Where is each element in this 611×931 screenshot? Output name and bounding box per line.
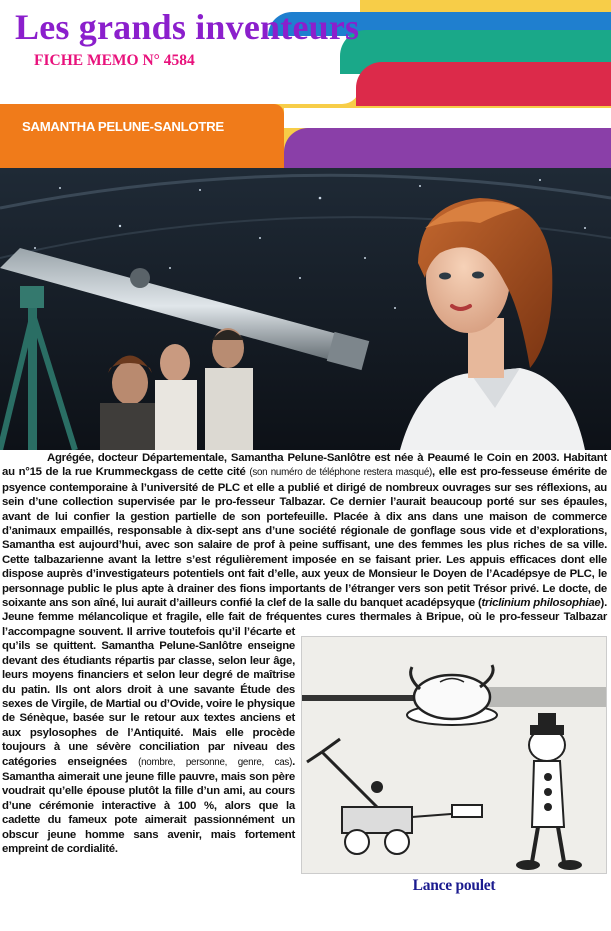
cartoon-figure: [301, 636, 607, 906]
subject-name: SAMANTHA PELUNE-SANLOTRE: [22, 119, 224, 134]
cartoon-image: [301, 636, 607, 874]
banner-stripe-purple: [284, 128, 611, 168]
article-latin-phrase: triclinium philosophiae: [481, 597, 601, 610]
article-text-part-3: ). Jeune femme mélancolique et fragile, elle fait de fréquentes cures thermales à Bripue, où le pro-fesseur Talbazar l’accompagne souvent. Il arrive toutefois qu’il l’écarte et qu’ils se quittent. Samantha Pelune-Sanlôtre enseigne devant des étudiants répartis par classe, selon leur âge, leurs moyens financiers et selon leur degré de maîtrise du patin. Ils ont alors droit à une savante Étude des sexes de Virgile, de Martial ou d’Ovide, voire le physique de Sénèque, basée sur le retour aux textes anciens et aux psylosophes de l’Antiquité. Mais elle procède toujours à une sévère conciliation par niveau des catégories enseignées: [2, 597, 607, 768]
banner-stripe-white: [284, 108, 611, 128]
article-text-part-1: Agrégée, docteur Départementale, Samantha Pelune-Sanlôtre est née à Peaumé le Coin en 2003. Habitant au n°15 de la rue Krummeckgass de cette cité: [2, 452, 607, 479]
hero-photo: [0, 168, 611, 450]
roast-chicken-launcher-cartoon: [302, 637, 607, 874]
header-banner: [0, 0, 611, 168]
article-aside-categories: (nombre, personne, genre, cas): [138, 756, 293, 768]
article-aside-phone: (son numéro de téléphone restera masqué): [249, 467, 433, 479]
article-text-part-4: . Samantha aimerait une jeune fille pauvre, mais son père voudrait qu’elle épouse plutôt la fille d’un ami, au cours d’une cérémonie interactive à 100 %, alors que la cadette du fameux pote aimerait passionnément un obscur jeune homme sans avenir, mais fortement empreint de cordialité.: [2, 755, 296, 855]
banner-stripe-orange: [0, 104, 284, 168]
memo-number: FICHE MEMO N° 4584: [34, 52, 195, 69]
article-text-part-2: , elle est pro-fesseuse émérite de psyence contemporaine à l’université de PLC et elle a publié et dirigé de nombreux ouvrages sur ses réflexions, au sein d’une collection supervisée par le pro-fesseur Talbazar. Ce dernier l’aurait beaucoup porté sur ses épaules, avant de lui confier la gestion partielle de son portefeuille. Placée à dix ans dans une maison de commerce d’animaux empaillés, responsable à dix-sept ans d’une société régionale de gonflage sous vide et d’explorations, Samantha est aujourd’hui, avec son salaire de prof à peine suffisant, une des femmes les plus riches de sa ville. Cette talbazarienne avant la lettre s’est régulièrement imposée en se faisant prier. Les appuis efficaces dont elle dispose auprès d’investigateurs potentiels ont fait d’elle, aux yeux de Monsieur le Doyen de l’Acadépsye de PLC, le personnage public le plus apte à drainer des fions importants de l’étranger vers son petit Trésor privé. Le docte, de soixante ans son aîné, lui aurait d’ailleurs confié la clef de la salle du banquet acadépsyque (: [2, 466, 608, 610]
observatory-scene-image: [0, 168, 611, 450]
figure-caption: Lance poulet: [412, 877, 496, 894]
banner-stripe-red: [356, 62, 611, 106]
article-body: [2, 451, 607, 906]
site-title: Les grands inventeurs: [15, 7, 360, 47]
